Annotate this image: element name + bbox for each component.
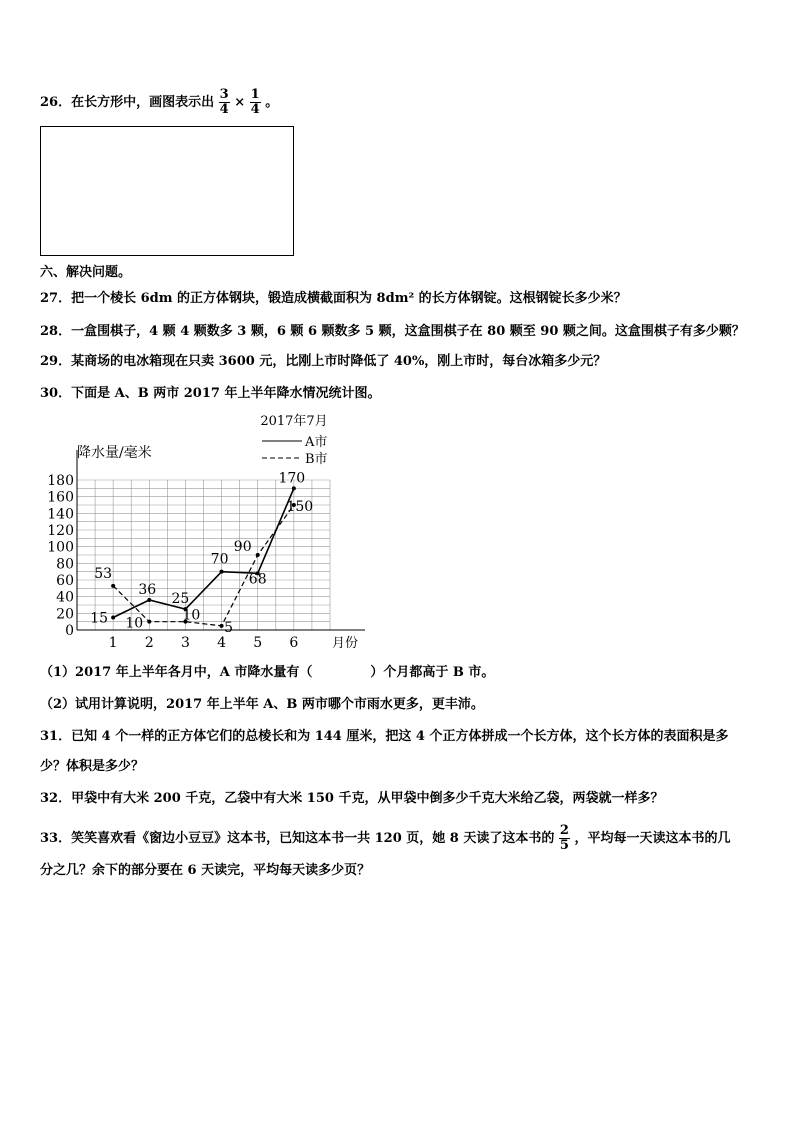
question-30-1-text: （1）2017 年上半年各月中，A 市降水量有（: [40, 665, 313, 680]
question-30: 30．下面是 A、B 两市 2017 年上半年降水情况统计图。: [40, 386, 381, 401]
data-label: 10: [182, 607, 201, 624]
data-point: [147, 620, 151, 624]
y-tick-label: 100: [47, 539, 74, 556]
y-tick-label: 60: [56, 573, 74, 589]
data-label: 170: [278, 470, 306, 487]
chart-legend: [262, 435, 328, 467]
question-32: 32．甲袋中有大米 200 千克，乙袋中有大米 150 千克，从甲袋中倒多少千克大米给乙袋，两袋就一样多？: [40, 791, 664, 806]
question-30-2: （2）试用计算说明，2017 年上半年 A、B 两市哪个市雨水更多，更丰沛。: [40, 697, 484, 712]
question-26-text: 26．在长方形中，画图表示出: [40, 95, 215, 110]
data-point: [147, 598, 151, 602]
x-tick-labels: [109, 635, 299, 651]
data-label: 10: [125, 615, 144, 632]
question-33-line1: [40, 824, 731, 853]
legend-label: A市: [305, 435, 328, 450]
fraction-one-quarter: [250, 88, 261, 117]
y-tick-label: 120: [47, 523, 74, 539]
data-point: [256, 553, 260, 557]
x-tick-label: 5: [253, 635, 263, 651]
data-point: [292, 486, 296, 490]
x-axis-label: 月份: [332, 636, 359, 651]
data-label: 36: [138, 582, 157, 598]
x-tick-label: 6: [289, 635, 299, 651]
y-tick-label: 40: [56, 589, 74, 606]
question-28: 28．一盒围棋子，4 颗 4 颗数多 3 颗，6 颗 6 颗数多 5 颗，这盒围棋子在 80 颗至 90 颗之间。这盒围棋子有多少颗？: [40, 324, 745, 339]
x-tick-label: 3: [180, 635, 190, 651]
question-33-text: 33．笑笑喜欢看《窗边小豆豆》这本书，已知这本书一共 120 页，她 8 天读了这本书的: [40, 831, 555, 846]
question-31-line2: 少？体积是多少？: [40, 759, 145, 774]
question-30-1: [40, 664, 494, 682]
period: 。: [265, 95, 279, 110]
data-label: 25: [171, 591, 190, 608]
data-point: [220, 624, 224, 628]
fraction-numerator: 1: [250, 87, 260, 102]
y-tick-label: 180: [47, 473, 74, 489]
fraction-denominator: 4: [219, 102, 229, 117]
data-point: [220, 570, 224, 574]
y-tick-label: 160: [47, 489, 74, 506]
question-30-1-suffix: ）个月都高于 B 市。: [370, 665, 495, 680]
y-tick-label: 140: [47, 506, 74, 523]
fraction-denominator: 5: [559, 838, 569, 853]
chart-series: [90, 470, 313, 636]
data-label: 150: [286, 499, 314, 515]
question-27: 27．把一个棱长 6dm 的正方体钢块，锻造成横截面积为 8dm² 的长方体钢锭。这根钢锭长多少米？: [40, 291, 627, 306]
x-tick-label: 2: [144, 635, 154, 651]
question-31-line1: 31．已知 4 个一样的正方体它们的总棱长和为 144 厘米，把这 4 个正方体拼成一个长方体，这个长方体的表面积是多: [40, 729, 729, 744]
data-label: 5: [224, 619, 234, 636]
x-tick-label: 1: [108, 635, 118, 651]
rainfall-line-chart: [40, 410, 380, 660]
data-label: 90: [233, 539, 252, 555]
question-33-text-cont: ，平均每一天读这本书的几: [574, 831, 731, 846]
section-heading: 六、解决问题。: [40, 265, 132, 280]
data-point: [111, 616, 115, 620]
fraction-numerator: 2: [559, 823, 569, 838]
data-label: 15: [90, 610, 109, 627]
data-label: 53: [94, 565, 113, 582]
question-26: [40, 88, 278, 117]
y-tick-label: 0: [65, 623, 74, 639]
data-label: 68: [248, 571, 267, 588]
fraction-three-quarters: [219, 88, 230, 117]
fraction-numerator: 3: [219, 87, 229, 102]
fraction-denominator: 4: [250, 102, 260, 117]
y-axis-label: 降水量/毫米: [77, 445, 152, 461]
x-tick-label: 4: [217, 635, 227, 651]
y-tick-label: 20: [56, 606, 74, 623]
y-tick-labels: [47, 473, 74, 639]
y-tick-label: 80: [56, 556, 74, 573]
data-label: 70: [210, 551, 229, 568]
question-33-line2: 分之几？余下的部分要在 6 天读完，平均每天读多少页？: [40, 863, 371, 878]
times-sign: ×: [234, 95, 246, 110]
fraction-two-fifths: [559, 824, 570, 853]
chart-axes: [77, 450, 365, 630]
chart-title: 2017年7月: [260, 414, 328, 429]
legend-label: B市: [305, 452, 328, 467]
data-point: [111, 584, 115, 588]
question-29: 29．某商场的电冰箱现在只卖 3600 元，比刚上市时降低了 40%，刚上市时，每台冰箱多少元？: [40, 354, 607, 369]
drawing-rectangle[interactable]: [40, 126, 294, 256]
